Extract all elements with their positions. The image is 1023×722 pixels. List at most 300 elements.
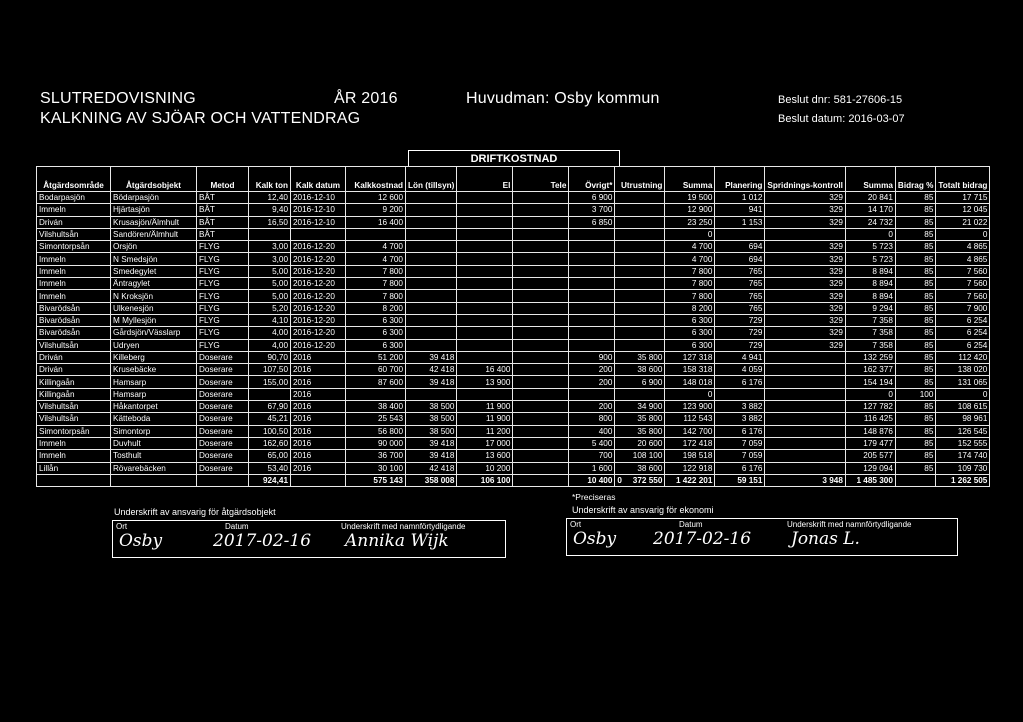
- table-cell: Doserare: [197, 450, 249, 462]
- table-cell: 765: [715, 302, 765, 314]
- table-cell: [513, 253, 569, 265]
- table-cell: 85: [895, 314, 936, 326]
- table-cell: [569, 241, 615, 253]
- column-header: Summa: [665, 167, 715, 192]
- sig-left-ort-label: Ort: [116, 522, 128, 531]
- table-cell: [765, 462, 846, 474]
- table-cell: [615, 204, 665, 216]
- table-cell: 2016-12-20: [291, 314, 346, 326]
- table-cell: Duvhult: [111, 437, 197, 449]
- table-cell: [513, 278, 569, 290]
- table-row: [37, 241, 990, 253]
- table-cell: 4,10: [249, 314, 291, 326]
- table-cell: Doserare: [197, 351, 249, 363]
- table-cell: BÅT: [197, 192, 249, 204]
- table-cell: 694: [715, 253, 765, 265]
- totals-cell: 1 485 300: [845, 474, 895, 486]
- table-cell: 7 800: [665, 265, 715, 277]
- table-cell: 8 894: [845, 278, 895, 290]
- table-cell: [715, 228, 765, 240]
- table-cell: 3,00: [249, 241, 291, 253]
- table-cell: [569, 388, 615, 400]
- table-cell: Udryen: [111, 339, 197, 351]
- table-cell: 4 700: [665, 241, 715, 253]
- totals-ovrigt-sum: 372 550: [632, 475, 663, 485]
- table-cell: 38 400: [346, 401, 406, 413]
- table-cell: 85: [895, 290, 936, 302]
- table-cell: 116 425: [845, 413, 895, 425]
- table-cell: [615, 290, 665, 302]
- table-cell: 6 300: [346, 327, 406, 339]
- totals-cell: [111, 474, 197, 486]
- table-cell: 85: [895, 278, 936, 290]
- table-cell: 7 800: [665, 290, 715, 302]
- table-row: [37, 364, 990, 376]
- totals-cell: [37, 474, 111, 486]
- table-cell: 6 300: [346, 314, 406, 326]
- table-cell: 2016: [291, 437, 346, 449]
- table-cell: 2016-12-20: [291, 241, 346, 253]
- table-cell: Kätteboda: [111, 413, 197, 425]
- table-cell: Krusebäcke: [111, 364, 197, 376]
- table-cell: Vilshultsån: [37, 413, 111, 425]
- sig-right-datum-label: Datum: [679, 520, 703, 529]
- table-cell: 7 900: [936, 302, 990, 314]
- table-cell: [457, 278, 513, 290]
- table-cell: 2016: [291, 388, 346, 400]
- table-cell: [765, 450, 846, 462]
- table-cell: Driván: [37, 216, 111, 228]
- table-cell: 38 500: [406, 413, 457, 425]
- table-cell: 205 577: [845, 450, 895, 462]
- table-row: [37, 351, 990, 363]
- table-cell: 1 012: [715, 192, 765, 204]
- huvudman: Huvudman: Osby kommun: [466, 90, 660, 107]
- table-row: [37, 327, 990, 339]
- table-cell: 148 018: [665, 376, 715, 388]
- table-cell: 2016-12-10: [291, 192, 346, 204]
- table-cell: [513, 216, 569, 228]
- table-cell: Killeberg: [111, 351, 197, 363]
- table-cell: FLYG: [197, 265, 249, 277]
- table-cell: 7 358: [845, 339, 895, 351]
- table-cell: 7 800: [346, 278, 406, 290]
- table-cell: Lillån: [37, 462, 111, 474]
- table-cell: [615, 228, 665, 240]
- column-header: Metod: [197, 167, 249, 192]
- totals-cell: 358 008: [406, 474, 457, 486]
- totals-cell: 1 262 505: [936, 474, 990, 486]
- table-cell: [457, 290, 513, 302]
- table-cell: M Myllesjön: [111, 314, 197, 326]
- table-cell: 152 555: [936, 437, 990, 449]
- table-cell: 85: [895, 192, 936, 204]
- column-header: Utrustning: [615, 167, 665, 192]
- table-cell: 108 615: [936, 401, 990, 413]
- table-cell: 2016-12-10: [291, 204, 346, 216]
- table-cell: [457, 216, 513, 228]
- table-cell: 20 600: [615, 437, 665, 449]
- table-row: [37, 401, 990, 413]
- table-cell: Doserare: [197, 425, 249, 437]
- column-header: Spridnings-kontroll: [765, 167, 846, 192]
- table-cell: 38 600: [615, 462, 665, 474]
- sig-right-ort-label: Ort: [570, 520, 582, 529]
- table-cell: [406, 314, 457, 326]
- table-cell: Vilshultsån: [37, 228, 111, 240]
- table-cell: Smedegylet: [111, 265, 197, 277]
- table-cell: 0: [845, 388, 895, 400]
- table-cell: 7 560: [936, 290, 990, 302]
- table-cell: [513, 192, 569, 204]
- table-cell: [513, 462, 569, 474]
- table-cell: 329: [765, 302, 846, 314]
- table-row: [37, 437, 990, 449]
- table-cell: Immeln: [37, 278, 111, 290]
- table-cell: 7 358: [845, 327, 895, 339]
- table-cell: 35 800: [615, 425, 665, 437]
- table-cell: [457, 228, 513, 240]
- table-cell: [569, 253, 615, 265]
- totals-cell: 10 400: [569, 474, 615, 486]
- signature-right-title: Underskrift av ansvarig för ekonomi: [572, 505, 714, 515]
- table-cell: 100,50: [249, 425, 291, 437]
- table-cell: 2016-12-20: [291, 327, 346, 339]
- signature-left-box: [112, 520, 506, 558]
- table-cell: 6 300: [665, 339, 715, 351]
- table-cell: 6 300: [665, 327, 715, 339]
- table-cell: 123 900: [665, 401, 715, 413]
- table-cell: 6 176: [715, 376, 765, 388]
- table-cell: [765, 388, 846, 400]
- table-cell: 87 600: [346, 376, 406, 388]
- table-cell: 16 400: [346, 216, 406, 228]
- table-cell: 2016-12-20: [291, 290, 346, 302]
- table-cell: 162,60: [249, 437, 291, 449]
- table-cell: [569, 314, 615, 326]
- sig-left-datum: 2017-02-16: [213, 531, 312, 551]
- table-cell: 53,40: [249, 462, 291, 474]
- table-cell: 5 400: [569, 437, 615, 449]
- table-cell: 17 715: [936, 192, 990, 204]
- table-cell: 100: [895, 388, 936, 400]
- table-cell: 85: [895, 216, 936, 228]
- table-cell: 20 841: [845, 192, 895, 204]
- table-cell: 162 377: [845, 364, 895, 376]
- table-cell: 107,50: [249, 364, 291, 376]
- table-cell: 2016: [291, 401, 346, 413]
- table-row: [37, 278, 990, 290]
- column-header: Totalt bidrag: [936, 167, 990, 192]
- table-cell: [615, 192, 665, 204]
- table-cell: [615, 241, 665, 253]
- table-cell: 179 477: [845, 437, 895, 449]
- table-cell: 1 600: [569, 462, 615, 474]
- table-cell: Driván: [37, 364, 111, 376]
- table-cell: 56 800: [346, 425, 406, 437]
- table-cell: [406, 388, 457, 400]
- table-cell: [513, 204, 569, 216]
- table-cell: [457, 388, 513, 400]
- table-row: [37, 388, 990, 400]
- column-header: Planering: [715, 167, 765, 192]
- table-cell: 39 418: [406, 376, 457, 388]
- table-cell: 2016-12-20: [291, 302, 346, 314]
- table-cell: 8 200: [346, 302, 406, 314]
- totals-cell: 59 151: [715, 474, 765, 486]
- table-cell: FLYG: [197, 290, 249, 302]
- table-cell: 4 865: [936, 241, 990, 253]
- footnote: *Preciseras: [572, 492, 616, 502]
- table-cell: Sandören/Älmhult: [111, 228, 197, 240]
- table-cell: 329: [765, 204, 846, 216]
- table-cell: 8 894: [845, 290, 895, 302]
- table-cell: 6 176: [715, 425, 765, 437]
- table-cell: [513, 265, 569, 277]
- table-cell: 0: [665, 228, 715, 240]
- table-cell: Immeln: [37, 290, 111, 302]
- table-cell: [406, 228, 457, 240]
- table-cell: 2016-12-20: [291, 253, 346, 265]
- table-cell: Hjärtasjön: [111, 204, 197, 216]
- table-cell: 85: [895, 228, 936, 240]
- table-cell: 85: [895, 437, 936, 449]
- sig-left-datum-label: Datum: [225, 522, 249, 531]
- table-cell: 7 800: [346, 265, 406, 277]
- table-cell: [513, 388, 569, 400]
- table-cell: Rövarebäcken: [111, 462, 197, 474]
- sig-right-signature: Jonas L.: [791, 529, 860, 549]
- table-cell: 12 045: [936, 204, 990, 216]
- table-cell: 12 600: [346, 192, 406, 204]
- table-cell: Immeln: [37, 204, 111, 216]
- sig-left-ort: Osby: [119, 531, 163, 551]
- table-cell: 122 918: [665, 462, 715, 474]
- table-cell: [457, 314, 513, 326]
- table-cell: [513, 376, 569, 388]
- table-cell: 13 600: [457, 450, 513, 462]
- table-cell: 112 420: [936, 351, 990, 363]
- table-cell: 200: [569, 401, 615, 413]
- table-cell: 35 800: [615, 351, 665, 363]
- table-row: [37, 228, 990, 240]
- table-cell: [249, 228, 291, 240]
- table-cell: Doserare: [197, 364, 249, 376]
- table-cell: 39 418: [406, 437, 457, 449]
- table-cell: 90,70: [249, 351, 291, 363]
- column-header: Kalk datum: [291, 167, 346, 192]
- table-row: [37, 339, 990, 351]
- table-cell: 11 900: [457, 401, 513, 413]
- table-cell: 155,00: [249, 376, 291, 388]
- column-header: Bidrag %: [895, 167, 936, 192]
- table-row: [37, 204, 990, 216]
- table-cell: 85: [895, 401, 936, 413]
- table-cell: 38 500: [406, 401, 457, 413]
- table-cell: 85: [895, 351, 936, 363]
- table-cell: [615, 216, 665, 228]
- table-cell: 13 900: [457, 376, 513, 388]
- table-cell: 329: [765, 265, 846, 277]
- table-cell: 800: [569, 413, 615, 425]
- table-cell: 200: [569, 376, 615, 388]
- table-cell: Bödarpasjön: [111, 192, 197, 204]
- table-cell: 42 418: [406, 364, 457, 376]
- table-cell: 4,00: [249, 339, 291, 351]
- table-cell: 129 094: [845, 462, 895, 474]
- table-cell: Hamsarp: [111, 388, 197, 400]
- table-cell: 2016: [291, 425, 346, 437]
- table-cell: 329: [765, 192, 846, 204]
- table-cell: 85: [895, 265, 936, 277]
- table-cell: Håkantorpet: [111, 401, 197, 413]
- table-cell: BÅT: [197, 204, 249, 216]
- table-cell: 329: [765, 216, 846, 228]
- table-cell: Gårdsjön/Vässlarp: [111, 327, 197, 339]
- table-cell: [569, 278, 615, 290]
- table-cell: 6 900: [569, 192, 615, 204]
- table-cell: [513, 314, 569, 326]
- table-cell: 11 900: [457, 413, 513, 425]
- table-cell: 200: [569, 364, 615, 376]
- table-cell: 729: [715, 314, 765, 326]
- table-row: [37, 290, 990, 302]
- table-cell: 12 900: [665, 204, 715, 216]
- table-cell: 85: [895, 253, 936, 265]
- sig-left-signature: Annika Wijk: [345, 531, 449, 551]
- table-cell: 19 500: [665, 192, 715, 204]
- table-cell: 0: [936, 228, 990, 240]
- table-cell: [569, 327, 615, 339]
- table-cell: 60 700: [346, 364, 406, 376]
- table-cell: [765, 351, 846, 363]
- table-cell: 36 700: [346, 450, 406, 462]
- table-cell: 85: [895, 413, 936, 425]
- table-row: [37, 425, 990, 437]
- table-cell: 2016: [291, 450, 346, 462]
- table-cell: 5,20: [249, 302, 291, 314]
- table-cell: 694: [715, 241, 765, 253]
- totals-utrustning: 0: [617, 475, 622, 485]
- table-cell: [513, 228, 569, 240]
- signature-right-box: [566, 518, 958, 556]
- table-cell: [513, 339, 569, 351]
- table-cell: [406, 265, 457, 277]
- table-cell: 30 100: [346, 462, 406, 474]
- table-cell: 4 700: [346, 253, 406, 265]
- table-cell: 6 850: [569, 216, 615, 228]
- table-cell: 6 254: [936, 327, 990, 339]
- table-cell: 85: [895, 376, 936, 388]
- table-cell: Simontorp: [111, 425, 197, 437]
- table-cell: Doserare: [197, 388, 249, 400]
- totals-cell: [197, 474, 249, 486]
- table-cell: [406, 192, 457, 204]
- table-cell: 23 250: [665, 216, 715, 228]
- table-cell: 2016-12-20: [291, 339, 346, 351]
- table-cell: 8 894: [845, 265, 895, 277]
- table-cell: 5,00: [249, 278, 291, 290]
- table-cell: N Kroksjön: [111, 290, 197, 302]
- table-cell: 10 200: [457, 462, 513, 474]
- table-cell: 85: [895, 241, 936, 253]
- table-cell: 0: [936, 388, 990, 400]
- table-cell: Immeln: [37, 265, 111, 277]
- table-cell: 174 740: [936, 450, 990, 462]
- table-cell: 154 194: [845, 376, 895, 388]
- table-cell: [513, 351, 569, 363]
- table-cell: [569, 265, 615, 277]
- table-cell: 198 518: [665, 450, 715, 462]
- table-cell: 39 418: [406, 351, 457, 363]
- table-cell: 2016: [291, 364, 346, 376]
- table-cell: 112 543: [665, 413, 715, 425]
- table-cell: Doserare: [197, 401, 249, 413]
- table-cell: [406, 204, 457, 216]
- table-cell: 7 358: [845, 314, 895, 326]
- report-title: SLUTREDOVISNING: [40, 90, 196, 107]
- table-cell: 90 000: [346, 437, 406, 449]
- table-cell: 3 882: [715, 413, 765, 425]
- report-subtitle: KALKNING AV SJÖAR OCH VATTENDRAG: [40, 110, 361, 127]
- table-cell: 0: [845, 228, 895, 240]
- sig-right-ort: Osby: [573, 529, 617, 549]
- sig-right-sign-label: Underskrift med namnförtydligande: [787, 520, 912, 529]
- table-cell: Doserare: [197, 413, 249, 425]
- table-cell: 329: [765, 241, 846, 253]
- table-header-row: [37, 167, 990, 192]
- table-cell: [615, 327, 665, 339]
- table-cell: [765, 364, 846, 376]
- table-cell: 24 732: [845, 216, 895, 228]
- table-cell: [569, 302, 615, 314]
- table-cell: Bivarödsån: [37, 314, 111, 326]
- table-cell: 2016: [291, 351, 346, 363]
- table-cell: 2016-12-10: [291, 216, 346, 228]
- table-cell: 0: [665, 388, 715, 400]
- table-row: [37, 302, 990, 314]
- table-row: [37, 192, 990, 204]
- table-cell: BÅT: [197, 228, 249, 240]
- table-cell: 109 730: [936, 462, 990, 474]
- table-cell: 765: [715, 290, 765, 302]
- table-cell: 11 200: [457, 425, 513, 437]
- table-row: [37, 376, 990, 388]
- table-cell: 34 900: [615, 401, 665, 413]
- table-cell: [569, 290, 615, 302]
- totals-cell: 3 948: [765, 474, 846, 486]
- table-cell: 5,00: [249, 290, 291, 302]
- column-header: Summa: [845, 167, 895, 192]
- table-cell: [457, 351, 513, 363]
- table-cell: 9 200: [346, 204, 406, 216]
- table-cell: [569, 228, 615, 240]
- table-cell: [457, 192, 513, 204]
- table-cell: [765, 228, 846, 240]
- table-cell: [406, 216, 457, 228]
- table-cell: Bodarpasjön: [37, 192, 111, 204]
- table-cell: [513, 401, 569, 413]
- table-cell: 16 400: [457, 364, 513, 376]
- table-cell: Killingaån: [37, 388, 111, 400]
- table-cell: [249, 388, 291, 400]
- table-cell: 400: [569, 425, 615, 437]
- totals-cell: [291, 474, 346, 486]
- cost-table: [36, 166, 990, 487]
- column-header: Övrigt*: [569, 167, 615, 192]
- table-row: [37, 413, 990, 425]
- totals-cell: 924,41: [249, 474, 291, 486]
